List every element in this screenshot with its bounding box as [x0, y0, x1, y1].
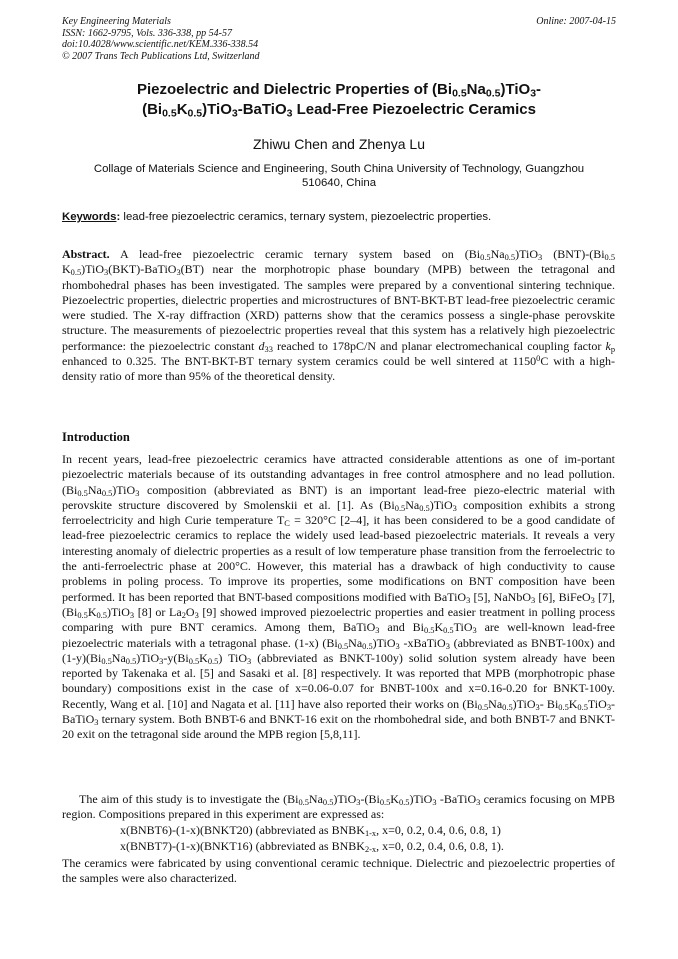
authors: Zhiwu Chen and Zhenya Lu [253, 136, 425, 152]
aim-paragraph: The aim of this study is to investigate the $(Bi_{0.5}Na_{0.5})TiO_3-(Bi_{0.5}K_{0.5})TiO_3$ -BaTiO$_3$ ceramics focusing on MPB region. Compositions prepared in this experiment are expressed as: [62, 792, 616, 822]
keywords: Keywords: lead-free piezoelectric ceramics, ternary system, piezoelectric properties. [62, 211, 492, 223]
paper-title: Piezoelectric and Dielectric Properties of $(Bi_{0.5}Na_{0.5})TiO_3-$ $(Bi_{0.5}K_{0.5})TiO_3-BaTiO_3$ Lead-Free Piezoelectric Ceramics [136, 81, 542, 120]
abstract: Abstract. A lead-free piezoelectric ceramic ternary system based on $(Bi_{0.5}Na_{0.5})TiO_3$ $(BNT)-(Bi_{0.5}$ $K_{0.5})TiO_3(BKT)-BaTiO_3(BT)$ near the morphotropic phase boundary (MPB) between the tetragonal and rhombohedral phases has been investigated. The samples were prepared by a conventional sintering technique. Piezoelectric properties, dielectric properties and microstructures of BNT-BKT-BT lead-free piezoelectric ceramic were studied. The X-ray diffraction (XRD) patterns show that the ceramics possess a single-phase perovskite structure. The measurements of piezoelectric properties reveal that this system has a relatively high piezoelectric performance: the piezoelectric constant $d_{33}$ reached to 178pC/N and planar electromechanical coupling factor $k_p$ enhanced to 0.325. The BNT-BKT-BT ternary system ceramics could be well sintered at 1150$^0$C with a high-density ratio of more than 95% of the theoretical density. [62, 247, 616, 384]
journal-name: Key Engineering Materials [62, 16, 171, 27]
composition-formula-1: x(BNBT6)-(1-x)(BNKT20) (abbreviated as $BNBK_{1-x}$, x=0, 0.2, 0.4, 0.6, 0.8, 1) [120, 823, 501, 839]
affiliation: Collage of Materials Science and Engineering, South China University of Technology, Guangzhou 510640, China [93, 163, 585, 189]
copyright-line: © 2007 Trans Tech Publications Ltd, Switzerland [62, 50, 260, 62]
online-date: Online: 2007-04-15 [536, 16, 616, 27]
composition-formula-2: x(BNBT7)-(1-x)(BNKT16) (abbreviated as $BNBK_{2-x}$, x=0, 0.2, 0.4, 0.6, 0.8, 1). [120, 839, 504, 855]
issn-line: ISSN: 1662-9795, Vols. 336-338, pp 54-57 [62, 27, 232, 39]
introduction-heading: Introduction [62, 430, 130, 444]
doi-line: doi:10.4028/www.scientific.net/KEM.336-338.54 [62, 39, 259, 50]
introduction-paragraph: In recent years, lead-free piezoelectric ceramics have attracted considerable attentions as one of im-portant piezoelectric materials because of its outstanding advantages in free control atmosphere and no lead pollution. $(Bi_{0.5}Na_{0.5})TiO_3$ composition (abbreviated as BNT) is an important lead-free piezo-electric material with perovskite structure discovered by Smolenskii et al. [1]. As $(Bi_{0.5}Na_{0.5})TiO_3$ composition exhibits a strong ferroelectricity and high Curie temperature $T_C = 320^\circ C$ [2–4], it has been considered to be a good candidate of lead-free piezoelectric ceramics to replace the widely used lead-based piezoelectric materials. It reveals a very interesting anomaly of dielectric properties as a result of low temperature phase transition from the ferroelectric to the anti-ferroelectric phase at 200°C. However, this material has a drawback of high conductivity to cause problems in poling process. To improve its properties, some modifications on BNT composition have been performed. It has been reported that BNT-based compositions modified with BaTiO$_3$ [5], NaNbO$_3$ [6], BiFeO$_3$ [7], $(Bi_{0.5}K_{0.5})TiO_3$ [8] or $La_2O_3$ [9] showed improved piezoelectric properties and easier treatment in polling process comparing with pure BNT ceramics. Among them, BaTiO$_3$ and $Bi_{0.5}K_{0.5}TiO_3$ are well-known lead-free piezoelectric materials with a tetragonal phase. (1-x) $(Bi_{0.5}Na_{0.5})TiO_3$ -xBaTiO$_3$ (abbreviated as BNBT-100x) and $(1-y)(Bi_{0.5}Na_{0.5})TiO_3-y(Bi_{0.5}K_{0.5})$ TiO$_3$ (abbreviated as BNKT-100y) solid solution system already have been reported by Takenaka et al. [5] and Sasaki et al. [8] respectively. It was reported that MPB (morphotropic phase boundary) compositions exist in the case of x=0.06-0.07 for BNBT-100x and x=0.16-0.20 for BNKT-100y. Recently, Wang et al. [10] and Nagata et al. [11] have also reported their works on $(Bi_{0.5}Na_{0.5})TiO_3-$ $Bi_{0.5}K_{0.5}TiO_3-BaTiO_3$ ternary system. Both BNBT-6 and BNKT-16 exit on the rhombohedral side, and both BNBT-7 and BNKT-20 exit on the tetragonal side around the MPB region [5,8,11]. [62, 452, 616, 742]
closing-paragraph: The ceramics were fabricated by using conventional ceramic technique. Dielectric and piezoelectric properties of the samples were also characterized. [62, 856, 615, 886]
abstract-label: Abstract. [62, 247, 110, 261]
keywords-label: Keywords [62, 211, 117, 223]
journal-header [62, 16, 260, 62]
